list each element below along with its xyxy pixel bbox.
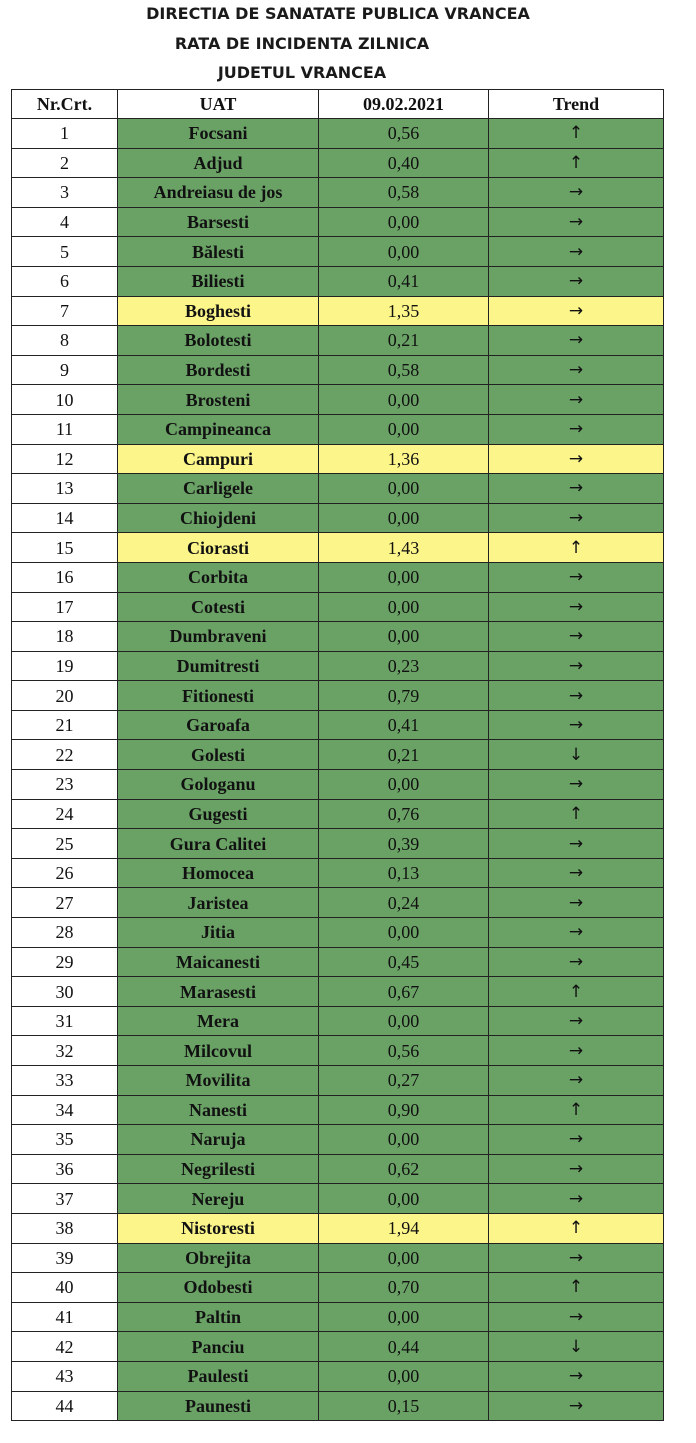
incidence-value-cell: 0,58 xyxy=(319,355,489,385)
uat-name-cell: Golesti xyxy=(118,740,319,770)
table-row xyxy=(12,178,664,208)
incidence-value-cell: 0,00 xyxy=(319,592,489,622)
row-number-cell: 23 xyxy=(12,770,118,800)
incidence-value-cell: 0,00 xyxy=(319,207,489,237)
uat-name-cell: Nanesti xyxy=(118,1095,319,1125)
table-header-row xyxy=(12,90,664,119)
incidence-value-cell: 0,00 xyxy=(319,562,489,592)
table-row xyxy=(12,1006,664,1036)
table-row xyxy=(12,119,664,149)
uat-name-cell: Corbita xyxy=(118,562,319,592)
table-row xyxy=(12,1361,664,1391)
incidence-value-cell: 0,00 xyxy=(319,1006,489,1036)
trend-cell: → xyxy=(489,207,664,237)
row-number-cell: 5 xyxy=(12,237,118,267)
trend-cell: → xyxy=(489,1006,664,1036)
table-row xyxy=(12,1125,664,1155)
row-number-cell: 13 xyxy=(12,474,118,504)
uat-name-cell: Maicanesti xyxy=(118,947,319,977)
table-row xyxy=(12,207,664,237)
trend-cell: ↑ xyxy=(489,148,664,178)
table-row xyxy=(12,799,664,829)
table-row xyxy=(12,237,664,267)
uat-name-cell: Adjud xyxy=(118,148,319,178)
table-row xyxy=(12,385,664,415)
table-row xyxy=(12,296,664,326)
column-header-trend: Trend xyxy=(489,90,664,119)
table-row xyxy=(12,1332,664,1362)
trend-cell: → xyxy=(489,1066,664,1096)
trend-cell: → xyxy=(489,858,664,888)
table-row xyxy=(12,1273,664,1303)
trend-cell: → xyxy=(489,1154,664,1184)
table-row xyxy=(12,326,664,356)
row-number-cell: 38 xyxy=(12,1213,118,1243)
incidence-value-cell: 1,35 xyxy=(319,296,489,326)
trend-cell: → xyxy=(489,829,664,859)
trend-cell: → xyxy=(489,1184,664,1214)
row-number-cell: 34 xyxy=(12,1095,118,1125)
table-row xyxy=(12,918,664,948)
row-number-cell: 42 xyxy=(12,1332,118,1362)
incidence-value-cell: 0,79 xyxy=(319,681,489,711)
incidence-value-cell: 0,00 xyxy=(319,1361,489,1391)
trend-cell: ↑ xyxy=(489,1095,664,1125)
uat-name-cell: Paulesti xyxy=(118,1361,319,1391)
trend-cell: → xyxy=(489,710,664,740)
row-number-cell: 10 xyxy=(12,385,118,415)
uat-name-cell: Campineanca xyxy=(118,414,319,444)
row-number-cell: 3 xyxy=(12,178,118,208)
uat-name-cell: Chiojdeni xyxy=(118,503,319,533)
row-number-cell: 33 xyxy=(12,1066,118,1096)
uat-name-cell: Campuri xyxy=(118,444,319,474)
trend-cell: ↓ xyxy=(489,740,664,770)
uat-name-cell: Dumitresti xyxy=(118,651,319,681)
row-number-cell: 8 xyxy=(12,326,118,356)
table-row xyxy=(12,1213,664,1243)
row-number-cell: 17 xyxy=(12,592,118,622)
table-row xyxy=(12,414,664,444)
incidence-value-cell: 0,13 xyxy=(319,858,489,888)
trend-cell: ↑ xyxy=(489,533,664,563)
incidence-value-cell: 0,67 xyxy=(319,977,489,1007)
uat-name-cell: Negrilesti xyxy=(118,1154,319,1184)
incidence-value-cell: 0,58 xyxy=(319,178,489,208)
table-row xyxy=(12,592,664,622)
trend-cell: ↑ xyxy=(489,1273,664,1303)
incidence-value-cell: 0,27 xyxy=(319,1066,489,1096)
table-row xyxy=(12,503,664,533)
trend-cell: → xyxy=(489,178,664,208)
row-number-cell: 7 xyxy=(12,296,118,326)
row-number-cell: 27 xyxy=(12,888,118,918)
uat-name-cell: Paunesti xyxy=(118,1391,319,1421)
trend-cell: ↓ xyxy=(489,1332,664,1362)
row-number-cell: 12 xyxy=(12,444,118,474)
table-row xyxy=(12,858,664,888)
trend-cell: → xyxy=(489,562,664,592)
table-row xyxy=(12,148,664,178)
uat-name-cell: Milcovul xyxy=(118,1036,319,1066)
row-number-cell: 28 xyxy=(12,918,118,948)
uat-name-cell: Marasesti xyxy=(118,977,319,1007)
trend-cell: → xyxy=(489,266,664,296)
trend-cell: → xyxy=(489,444,664,474)
uat-name-cell: Nereju xyxy=(118,1184,319,1214)
trend-cell: → xyxy=(489,947,664,977)
incidence-value-cell: 0,56 xyxy=(319,1036,489,1066)
uat-name-cell: Movilita xyxy=(118,1066,319,1096)
uat-name-cell: Gugesti xyxy=(118,799,319,829)
row-number-cell: 20 xyxy=(12,681,118,711)
column-header-uat: UAT xyxy=(118,90,319,119)
trend-cell: → xyxy=(489,888,664,918)
incidence-value-cell: 0,44 xyxy=(319,1332,489,1362)
row-number-cell: 6 xyxy=(12,266,118,296)
uat-name-cell: Fitionesti xyxy=(118,681,319,711)
uat-name-cell: Odobesti xyxy=(118,1273,319,1303)
incidence-value-cell: 0,45 xyxy=(319,947,489,977)
row-number-cell: 41 xyxy=(12,1302,118,1332)
incidence-value-cell: 0,00 xyxy=(319,770,489,800)
row-number-cell: 16 xyxy=(12,562,118,592)
incidence-value-cell: 0,70 xyxy=(319,1273,489,1303)
row-number-cell: 30 xyxy=(12,977,118,1007)
uat-name-cell: Jitia xyxy=(118,918,319,948)
table-row xyxy=(12,1036,664,1066)
uat-name-cell: Bolotesti xyxy=(118,326,319,356)
trend-cell: → xyxy=(489,592,664,622)
incidence-value-cell: 0,00 xyxy=(319,503,489,533)
incidence-value-cell: 0,21 xyxy=(319,740,489,770)
uat-name-cell: Barsesti xyxy=(118,207,319,237)
incidence-value-cell: 1,43 xyxy=(319,533,489,563)
table-row xyxy=(12,947,664,977)
uat-name-cell: Nistoresti xyxy=(118,1213,319,1243)
row-number-cell: 22 xyxy=(12,740,118,770)
table-row xyxy=(12,444,664,474)
trend-cell: ↑ xyxy=(489,799,664,829)
incidence-value-cell: 0,76 xyxy=(319,799,489,829)
uat-name-cell: Obrejita xyxy=(118,1243,319,1273)
row-number-cell: 39 xyxy=(12,1243,118,1273)
incidence-value-cell: 0,00 xyxy=(319,622,489,652)
uat-name-cell: Ciorasti xyxy=(118,533,319,563)
table-row xyxy=(12,1243,664,1273)
uat-name-cell: Bălesti xyxy=(118,237,319,267)
incidence-value-cell: 0,15 xyxy=(319,1391,489,1421)
incidence-value-cell: 0,00 xyxy=(319,1125,489,1155)
row-number-cell: 40 xyxy=(12,1273,118,1303)
incidence-value-cell: 0,00 xyxy=(319,918,489,948)
row-number-cell: 44 xyxy=(12,1391,118,1421)
trend-cell: → xyxy=(489,1302,664,1332)
uat-name-cell: Garoafa xyxy=(118,710,319,740)
header-title-line3: JUDETUL VRANCEA xyxy=(217,63,387,82)
trend-cell: → xyxy=(489,770,664,800)
header-title-line1: DIRECTIA DE SANATATE PUBLICA VRANCEA xyxy=(146,4,530,23)
table-row xyxy=(12,681,664,711)
incidence-value-cell: 0,56 xyxy=(319,119,489,149)
table-row xyxy=(12,829,664,859)
trend-cell: → xyxy=(489,622,664,652)
trend-cell: → xyxy=(489,385,664,415)
incidence-value-cell: 0,00 xyxy=(319,474,489,504)
row-number-cell: 37 xyxy=(12,1184,118,1214)
trend-cell: → xyxy=(489,355,664,385)
column-header-nr: Nr.Crt. xyxy=(12,90,118,119)
table-row xyxy=(12,1095,664,1125)
incidence-value-cell: 0,23 xyxy=(319,651,489,681)
row-number-cell: 32 xyxy=(12,1036,118,1066)
table-row xyxy=(12,740,664,770)
trend-cell: → xyxy=(489,296,664,326)
trend-cell: → xyxy=(489,918,664,948)
trend-cell: → xyxy=(489,503,664,533)
row-number-cell: 9 xyxy=(12,355,118,385)
row-number-cell: 2 xyxy=(12,148,118,178)
incidence-value-cell: 0,00 xyxy=(319,1184,489,1214)
trend-cell: → xyxy=(489,414,664,444)
uat-name-cell: Gologanu xyxy=(118,770,319,800)
row-number-cell: 35 xyxy=(12,1125,118,1155)
trend-cell: → xyxy=(489,681,664,711)
uat-name-cell: Gura Calitei xyxy=(118,829,319,859)
trend-cell: → xyxy=(489,237,664,267)
table-row xyxy=(12,710,664,740)
table-row xyxy=(12,474,664,504)
row-number-cell: 19 xyxy=(12,651,118,681)
trend-cell: → xyxy=(489,651,664,681)
uat-name-cell: Dumbraveni xyxy=(118,622,319,652)
column-header-date: 09.02.2021 xyxy=(319,90,489,119)
uat-name-cell: Paltin xyxy=(118,1302,319,1332)
incidence-value-cell: 1,94 xyxy=(319,1213,489,1243)
trend-cell: ↑ xyxy=(489,1213,664,1243)
incidence-value-cell: 0,41 xyxy=(319,710,489,740)
uat-name-cell: Brosteni xyxy=(118,385,319,415)
uat-name-cell: Mera xyxy=(118,1006,319,1036)
incidence-value-cell: 0,24 xyxy=(319,888,489,918)
incidence-value-cell: 1,36 xyxy=(319,444,489,474)
row-number-cell: 24 xyxy=(12,799,118,829)
row-number-cell: 1 xyxy=(12,119,118,149)
incidence-value-cell: 0,00 xyxy=(319,385,489,415)
uat-name-cell: Bordesti xyxy=(118,355,319,385)
row-number-cell: 29 xyxy=(12,947,118,977)
incidence-value-cell: 0,39 xyxy=(319,829,489,859)
incidence-table xyxy=(11,89,664,1421)
table-row xyxy=(12,562,664,592)
table-row xyxy=(12,888,664,918)
table-row xyxy=(12,977,664,1007)
uat-name-cell: Jaristea xyxy=(118,888,319,918)
row-number-cell: 43 xyxy=(12,1361,118,1391)
incidence-value-cell: 0,00 xyxy=(319,1302,489,1332)
trend-cell: → xyxy=(489,1391,664,1421)
incidence-value-cell: 0,90 xyxy=(319,1095,489,1125)
table-row xyxy=(12,1184,664,1214)
table-row xyxy=(12,1154,664,1184)
trend-cell: → xyxy=(489,1361,664,1391)
trend-cell: → xyxy=(489,326,664,356)
trend-cell: ↑ xyxy=(489,119,664,149)
uat-name-cell: Panciu xyxy=(118,1332,319,1362)
uat-name-cell: Carligele xyxy=(118,474,319,504)
row-number-cell: 26 xyxy=(12,858,118,888)
row-number-cell: 25 xyxy=(12,829,118,859)
table-row xyxy=(12,533,664,563)
table-row xyxy=(12,651,664,681)
trend-cell: → xyxy=(489,1125,664,1155)
uat-name-cell: Focsani xyxy=(118,119,319,149)
table-row xyxy=(12,266,664,296)
row-number-cell: 31 xyxy=(12,1006,118,1036)
uat-name-cell: Boghesti xyxy=(118,296,319,326)
row-number-cell: 4 xyxy=(12,207,118,237)
trend-cell: → xyxy=(489,1036,664,1066)
incidence-value-cell: 0,41 xyxy=(319,266,489,296)
table-row xyxy=(12,770,664,800)
uat-name-cell: Homocea xyxy=(118,858,319,888)
table-row xyxy=(12,355,664,385)
uat-name-cell: Andreiasu de jos xyxy=(118,178,319,208)
incidence-value-cell: 0,62 xyxy=(319,1154,489,1184)
row-number-cell: 11 xyxy=(12,414,118,444)
row-number-cell: 36 xyxy=(12,1154,118,1184)
uat-name-cell: Biliesti xyxy=(118,266,319,296)
row-number-cell: 21 xyxy=(12,710,118,740)
trend-cell: ↑ xyxy=(489,977,664,1007)
trend-cell: → xyxy=(489,1243,664,1273)
row-number-cell: 14 xyxy=(12,503,118,533)
incidence-value-cell: 0,00 xyxy=(319,237,489,267)
table-row xyxy=(12,622,664,652)
header-title-line2: RATA DE INCIDENTA ZILNICA xyxy=(174,34,430,53)
row-number-cell: 15 xyxy=(12,533,118,563)
incidence-value-cell: 0,00 xyxy=(319,414,489,444)
table-body xyxy=(12,119,664,1421)
table-row xyxy=(12,1066,664,1096)
incidence-value-cell: 0,21 xyxy=(319,326,489,356)
uat-name-cell: Cotesti xyxy=(118,592,319,622)
trend-cell: → xyxy=(489,474,664,504)
incidence-value-cell: 0,00 xyxy=(319,1243,489,1273)
table-row xyxy=(12,1302,664,1332)
uat-name-cell: Naruja xyxy=(118,1125,319,1155)
incidence-value-cell: 0,40 xyxy=(319,148,489,178)
row-number-cell: 18 xyxy=(12,622,118,652)
table-row xyxy=(12,1391,664,1421)
